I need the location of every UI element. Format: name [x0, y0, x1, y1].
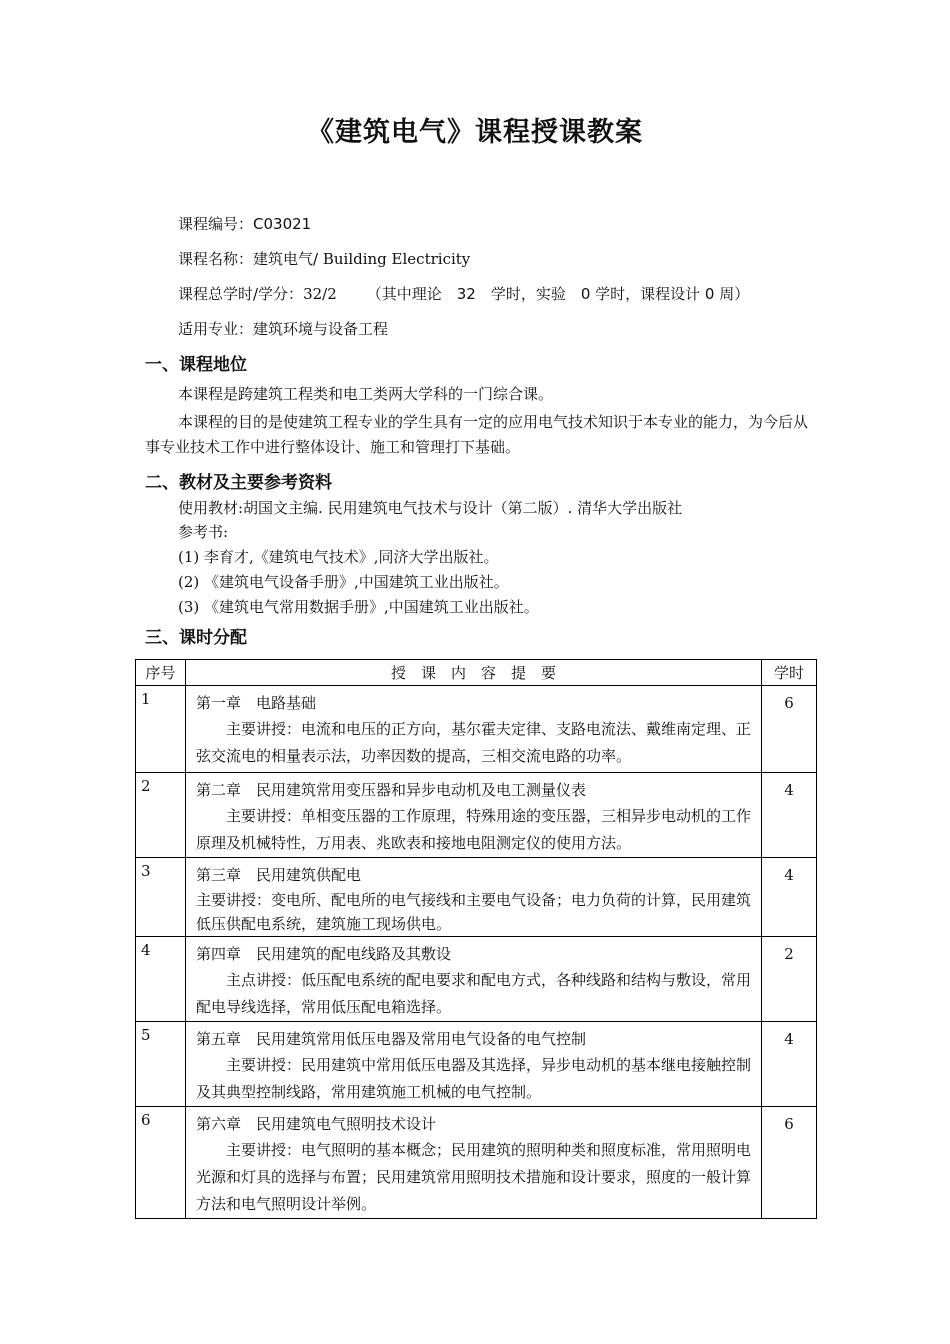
header-content: 授 课 内 容 提 要 — [186, 660, 762, 686]
table-row — [136, 937, 817, 1022]
row-number: 4 — [136, 937, 186, 1022]
section-heading-position: 一、课程地位 — [145, 355, 247, 375]
chapter-description: 主要讲授：单相变压器的工作原理，特殊用途的变压器，三相异步电动机的工作原理及机械特性，万用表、兆欧表和接地电阻测定仪的使用方法。 — [196, 807, 752, 852]
reference-item: (2) 《建筑电气设备手册》,中国建筑工业出版社。 — [178, 573, 509, 591]
row-number: 2 — [136, 773, 186, 858]
row-content — [186, 1107, 762, 1219]
chapter-title: 第三章 民用建筑供配电 — [196, 866, 362, 884]
course-major-value: 建筑环境与设备工程 — [253, 320, 389, 338]
table-header-row — [136, 660, 817, 686]
row-hours: 4 — [762, 773, 817, 858]
schedule-table — [135, 659, 817, 1219]
textbook-line: 使用教材:胡国文主编. 民用建筑电气技术与设计（第二版）. 清华大学出版社 — [178, 499, 683, 517]
chapter-description: 主要讲授：电流和电压的正方向，基尔霍夫定律、支路电流法、戴维南定理、正弦交流电的相量表示法，功率因数的提高，三相交流电路的功率。 — [196, 720, 752, 765]
row-hours: 6 — [762, 686, 817, 773]
chapter-title: 第二章 民用建筑常用变压器和异步电动机及电工测量仪表 — [196, 781, 587, 799]
course-hours-label: 课程总学时/学分： — [178, 285, 304, 303]
course-name-cn: 建筑电气/ — [253, 250, 323, 268]
table-row — [136, 773, 817, 858]
table-row — [136, 686, 817, 773]
row-content — [186, 1022, 762, 1107]
row-content — [186, 858, 762, 937]
row-content — [186, 773, 762, 858]
section-heading-materials: 二、教材及主要参考资料 — [145, 473, 332, 493]
reference-item: (1) 李育才,《建筑电气技术》,同济大学出版社。 — [178, 548, 499, 566]
course-code — [178, 213, 311, 234]
course-name-en: Building Electricity — [322, 250, 471, 268]
table-row — [136, 858, 817, 937]
chapter-description: 主要讲授：变电所、配电所的电气接线和主要电气设备；电力负荷的计算，民用建筑低压供配电系统，建筑施工现场供电。 — [196, 891, 752, 933]
course-hours-value: 32/2 — [303, 285, 337, 303]
course-code-label: 课程编号： — [178, 215, 254, 233]
course-hours — [178, 283, 749, 304]
header-hours: 学时 — [762, 660, 817, 686]
chapter-description: 主要讲授：电气照明的基本概念；民用建筑的照明种类和照度标准，常用照明电光源和灯具的选择与布置；民用建筑常用照明技术措施和设计要求，照度的一般计算方法和电气照明设计举例。 — [196, 1141, 752, 1213]
row-number: 6 — [136, 1107, 186, 1219]
page-title: 《建筑电气》课程授课教案 — [307, 117, 643, 148]
course-name — [178, 248, 470, 269]
course-code-value: C03021 — [253, 215, 312, 233]
chapter-description: 主要讲授：民用建筑中常用低压电器及其选择，异步电动机的基本继电接触控制及其典型控制线路，常用建筑施工机械的电气控制。 — [196, 1056, 752, 1101]
section-heading-schedule: 三、课时分配 — [145, 628, 247, 648]
chapter-title: 第五章 民用建筑常用低压电器及常用电气设备的电气控制 — [196, 1030, 587, 1048]
table-row — [136, 1107, 817, 1219]
reference-item: (3) 《建筑电气常用数据手册》,中国建筑工业出版社。 — [178, 598, 539, 616]
row-hours: 6 — [762, 1107, 817, 1219]
section1-paragraph-1: 本课程是跨建筑工程类和电工类两大学科的一门综合课。 — [178, 385, 554, 403]
chapter-title: 第一章 电路基础 — [196, 694, 317, 712]
chapter-title: 第六章 民用建筑电气照明技术设计 — [196, 1115, 437, 1133]
course-major — [178, 318, 388, 339]
header-no: 序号 — [136, 660, 186, 686]
course-major-label: 适用专业： — [178, 320, 254, 338]
course-hours-detail: （其中理论 32 学时，实验 0 学时，课程设计 0 周） — [366, 285, 750, 303]
row-content — [186, 937, 762, 1022]
row-hours: 2 — [762, 937, 817, 1022]
table-row — [136, 1022, 817, 1107]
course-name-label: 课程名称： — [178, 250, 254, 268]
row-number: 3 — [136, 858, 186, 937]
row-hours: 4 — [762, 1022, 817, 1107]
section1-paragraph-2: 本课程的目的是使建筑工程专业的学生具有一定的应用电气技术知识于本专业的能力，为今后从事专业技术工作中进行整体设计、施工和管理打下基础。 — [145, 413, 809, 456]
references-label: 参考书: — [178, 523, 229, 541]
chapter-description: 主点讲授：低压配电系统的配电要求和配电方式，各种线路和结构与敷设，常用配电导线选择，常用低压配电箱选择。 — [196, 971, 752, 1016]
row-hours: 4 — [762, 858, 817, 937]
row-number: 5 — [136, 1022, 186, 1107]
row-number: 1 — [136, 686, 186, 773]
row-content — [186, 686, 762, 773]
chapter-title: 第四章 民用建筑的配电线路及其敷设 — [196, 945, 452, 963]
